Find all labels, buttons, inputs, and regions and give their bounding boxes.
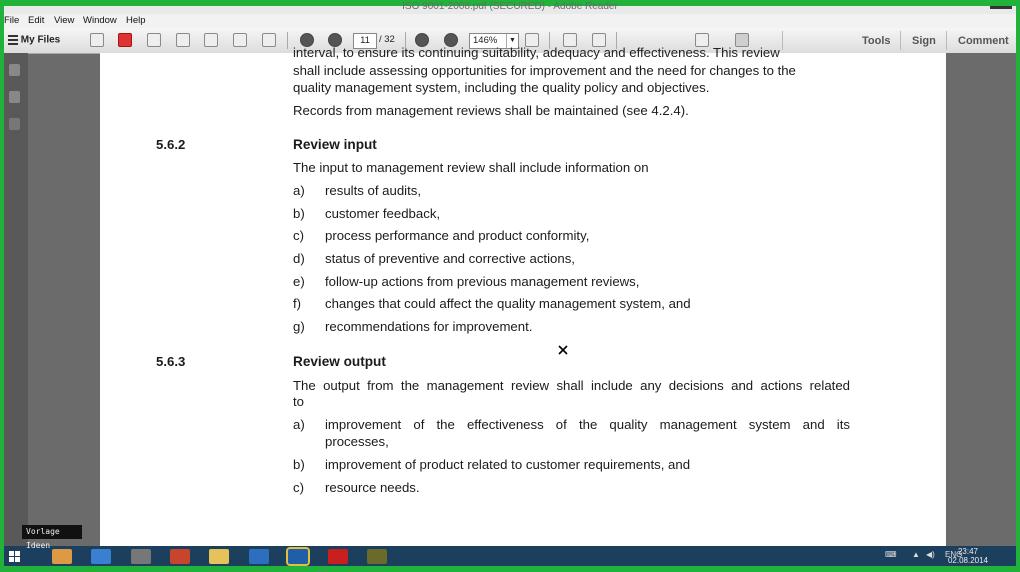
list-item: resource needs. bbox=[325, 480, 420, 495]
body-text: Records from management reviews shall be maintained (see 4.2.4). bbox=[293, 103, 689, 118]
list-item: improvement of product related to customer requirements, and bbox=[325, 457, 691, 472]
menu-file[interactable]: File bbox=[4, 15, 20, 26]
list-marker: g) bbox=[293, 319, 305, 334]
page-number-input[interactable]: 11 bbox=[353, 33, 377, 49]
navigation-pane bbox=[4, 53, 28, 548]
list-marker: a) bbox=[293, 417, 305, 432]
volume-icon[interactable]: ◀) bbox=[926, 550, 935, 559]
list-marker: e) bbox=[293, 274, 305, 289]
my-files-label: My Files bbox=[20, 34, 61, 46]
cursor-icon bbox=[558, 345, 568, 355]
list-item: customer feedback, bbox=[325, 206, 441, 221]
body-text: to bbox=[293, 394, 304, 409]
list-item: results of audits, bbox=[325, 183, 422, 198]
menu-view[interactable]: View bbox=[54, 15, 75, 26]
comment-button[interactable]: Comment bbox=[958, 35, 1009, 47]
watermark: Vorlage Ideen bbox=[22, 525, 82, 539]
app-icon[interactable] bbox=[131, 549, 151, 564]
windows-start-icon[interactable] bbox=[9, 551, 21, 562]
taskbar bbox=[4, 546, 1016, 566]
keyboard-icon[interactable]: ⌨ bbox=[885, 550, 897, 559]
page-total: / 32 bbox=[379, 34, 395, 45]
list-item: improvement of the effectiveness of the quality management system and its bbox=[325, 417, 850, 432]
window-title: ISO 9001-2008.pdf (SECURED) - Adobe Reader bbox=[402, 1, 618, 12]
list-marker: c) bbox=[293, 480, 304, 495]
create-icon[interactable] bbox=[90, 33, 104, 47]
list-item: changes that could affect the quality management system, and bbox=[325, 296, 691, 311]
clock-date: 02.08.2014 bbox=[947, 556, 988, 565]
list-item: process performance and product conformity, bbox=[325, 228, 590, 243]
zoom-value: 146% bbox=[473, 35, 498, 46]
app-icon[interactable] bbox=[367, 549, 387, 564]
save-icon[interactable] bbox=[204, 33, 218, 47]
list-item: recommendations for improvement. bbox=[325, 319, 533, 334]
body-text: The input to management review shall include information on bbox=[293, 160, 649, 175]
list-item: status of preventive and corrective actions, bbox=[325, 251, 575, 266]
pages-icon[interactable] bbox=[9, 91, 20, 103]
minimize-button[interactable] bbox=[990, 6, 1012, 9]
list-marker: c) bbox=[293, 228, 304, 243]
section-title: Review input bbox=[293, 137, 377, 152]
list-item: processes, bbox=[325, 434, 389, 449]
title-bar bbox=[4, 1, 1016, 14]
lock-icon[interactable] bbox=[9, 64, 20, 76]
menu-window[interactable]: Window bbox=[83, 15, 117, 26]
right-gutter bbox=[946, 53, 1016, 548]
chevron-up-icon[interactable]: ▲ bbox=[912, 550, 920, 559]
list-marker: b) bbox=[293, 457, 305, 472]
section-number: 5.6.3 bbox=[156, 354, 186, 369]
list-marker: d) bbox=[293, 251, 305, 266]
body-text: shall include assessing opportunities for improvement and the need for changes to the bbox=[293, 63, 796, 78]
lync-icon[interactable] bbox=[249, 549, 269, 564]
pdf-page bbox=[100, 45, 946, 546]
email-icon[interactable] bbox=[262, 33, 276, 47]
menu-edit[interactable]: Edit bbox=[28, 15, 45, 26]
cloud-icon[interactable] bbox=[176, 33, 190, 47]
outlook-icon[interactable] bbox=[288, 549, 308, 564]
list-item: follow-up actions from previous management reviews, bbox=[325, 274, 640, 289]
section-title: Review output bbox=[293, 354, 386, 369]
reader-window bbox=[4, 1, 1016, 566]
list-marker: f) bbox=[293, 296, 302, 311]
cut-off-line: interval, to ensure its continuing suitability, adequacy and effectiveness. This review bbox=[293, 45, 780, 60]
clock-time: 23:47 bbox=[957, 547, 978, 556]
file-explorer-icon[interactable] bbox=[209, 549, 229, 564]
tools-button[interactable]: Tools bbox=[862, 35, 891, 47]
edit-icon[interactable] bbox=[147, 33, 161, 47]
chrome-icon[interactable] bbox=[52, 549, 72, 564]
my-files-button[interactable] bbox=[8, 33, 60, 47]
acrobat-icon[interactable] bbox=[328, 549, 348, 564]
menu-bar bbox=[4, 14, 1016, 28]
body-text: quality management system, including the quality policy and objectives. bbox=[293, 80, 710, 95]
body-text: The output from the management review shall include any decisions and actions related bbox=[293, 378, 850, 393]
attachment-icon[interactable] bbox=[9, 118, 20, 130]
menu-icon bbox=[8, 33, 18, 47]
sign-button[interactable]: Sign bbox=[912, 35, 936, 47]
print-icon[interactable] bbox=[233, 33, 247, 47]
chevron-down-icon: ▼ bbox=[506, 34, 518, 48]
section-number: 5.6.2 bbox=[156, 137, 186, 152]
create-pdf-icon[interactable] bbox=[118, 33, 132, 47]
language-indicator[interactable]: ENG bbox=[945, 550, 963, 559]
powerpoint-icon[interactable] bbox=[170, 549, 190, 564]
clock[interactable] bbox=[948, 547, 988, 565]
menu-help[interactable]: Help bbox=[126, 15, 146, 26]
list-marker: b) bbox=[293, 206, 305, 221]
internet-explorer-icon[interactable] bbox=[91, 549, 111, 564]
list-marker: a) bbox=[293, 183, 305, 198]
